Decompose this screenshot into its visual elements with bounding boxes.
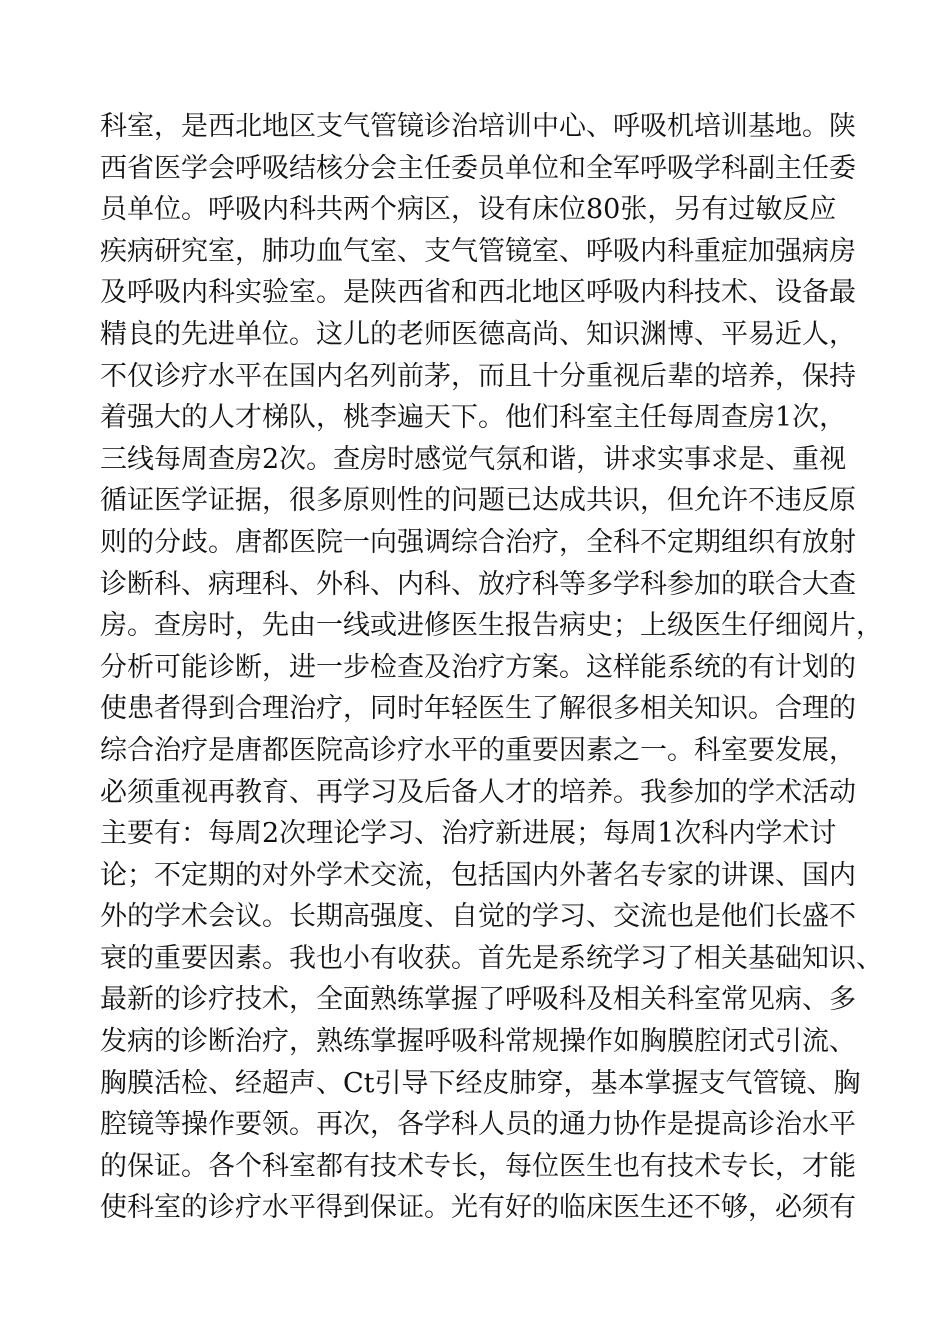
- text-line: 诊断科、病理科、外科、内科、放疗科等多学科参加的联合大查: [100, 568, 856, 600]
- text-line: 衰的重要因素。我也小有收获。首先是系统学习了相关基础知识、: [100, 942, 883, 974]
- text-line: 疾病研究室，肺功血气室、支气管镜室、呼吸内科重症加强病房: [100, 235, 856, 267]
- text-line: 使科室的诊疗水平得到保证。光有好的临床医生还不够，必须有: [100, 1192, 856, 1224]
- text-line: 员单位。呼吸内科共两个病区，设有床位80张，另有过敏反应: [100, 194, 837, 226]
- text-line: 最新的诊疗技术，全面熟练掌握了呼吸科及相关科室常见病、多: [100, 984, 856, 1016]
- text-line: 精良的先进单位。这儿的老师医德高尚、知识渊博、平易近人，: [100, 318, 856, 350]
- text-line: 综合治疗是唐都医院高诊疗水平的重要因素之一。科室要发展，: [100, 734, 856, 766]
- text-line: 及呼吸内科实验室。是陕西省和西北地区呼吸内科技术、设备最: [100, 277, 856, 309]
- text-line: 腔镜等操作要领。再次，各学科人员的通力协作是提高诊治水平: [100, 1109, 856, 1141]
- text-line: 必须重视再教育、再学习及后备人才的培养。我参加的学术活动: [100, 776, 856, 808]
- text-line: 西省医学会呼吸结核分会主任委员单位和全军呼吸学科副主任委: [100, 152, 856, 184]
- text-line: 发病的诊断治疗，熟练掌握呼吸科常规操作如胸膜腔闭式引流、: [100, 1026, 856, 1058]
- text-line: 科室，是西北地区支气管镜诊治培训中心、呼吸机培训基地。陕: [100, 111, 856, 142]
- text-line: 不仅诊疗水平在国内名列前茅，而且十分重视后辈的培养，保持: [100, 360, 856, 392]
- text-line: 论；不定期的对外学术交流，包括国内外著名专家的讲课、国内: [100, 859, 856, 891]
- text-line: 外的学术会议。长期高强度、自觉的学习、交流也是他们长盛不: [100, 901, 856, 933]
- text-line: 主要有：每周2次理论学习、治疗新进展；每周1次科内学术讨: [100, 818, 837, 850]
- text-line: 房。查房时，先由一线或进修医生报告病史；上级医生仔细阅片，: [100, 610, 883, 642]
- text-line: 分析可能诊断，进一步检查及治疗方案。这样能系统的有计划的: [100, 651, 856, 683]
- body-text: [100, 106, 890, 1229]
- text-line: 则的分歧。唐都医院一向强调综合治疗，全科不定期组织有放射: [100, 526, 856, 558]
- text-line: 的保证。各个科室都有技术专长，每位医生也有技术专长，才能: [100, 1150, 856, 1182]
- text-line: 使患者得到合理治疗，同时年轻医生了解很多相关知识。合理的: [100, 693, 856, 725]
- text-line: 循证医学证据，很多原则性的问题已达成共识，但允许不违反原: [100, 485, 856, 517]
- text-line: 着强大的人才梯队，桃李遍天下。他们科室主任每周查房1次，: [100, 402, 847, 434]
- text-line: 三线每周查房2次。查房时感觉气氛和谐，讲求实事求是、重视: [100, 443, 847, 475]
- text-line: 胸膜活检、经超声、Ct引导下经皮肺穿，基本掌握支气管镜、胸: [100, 1067, 861, 1099]
